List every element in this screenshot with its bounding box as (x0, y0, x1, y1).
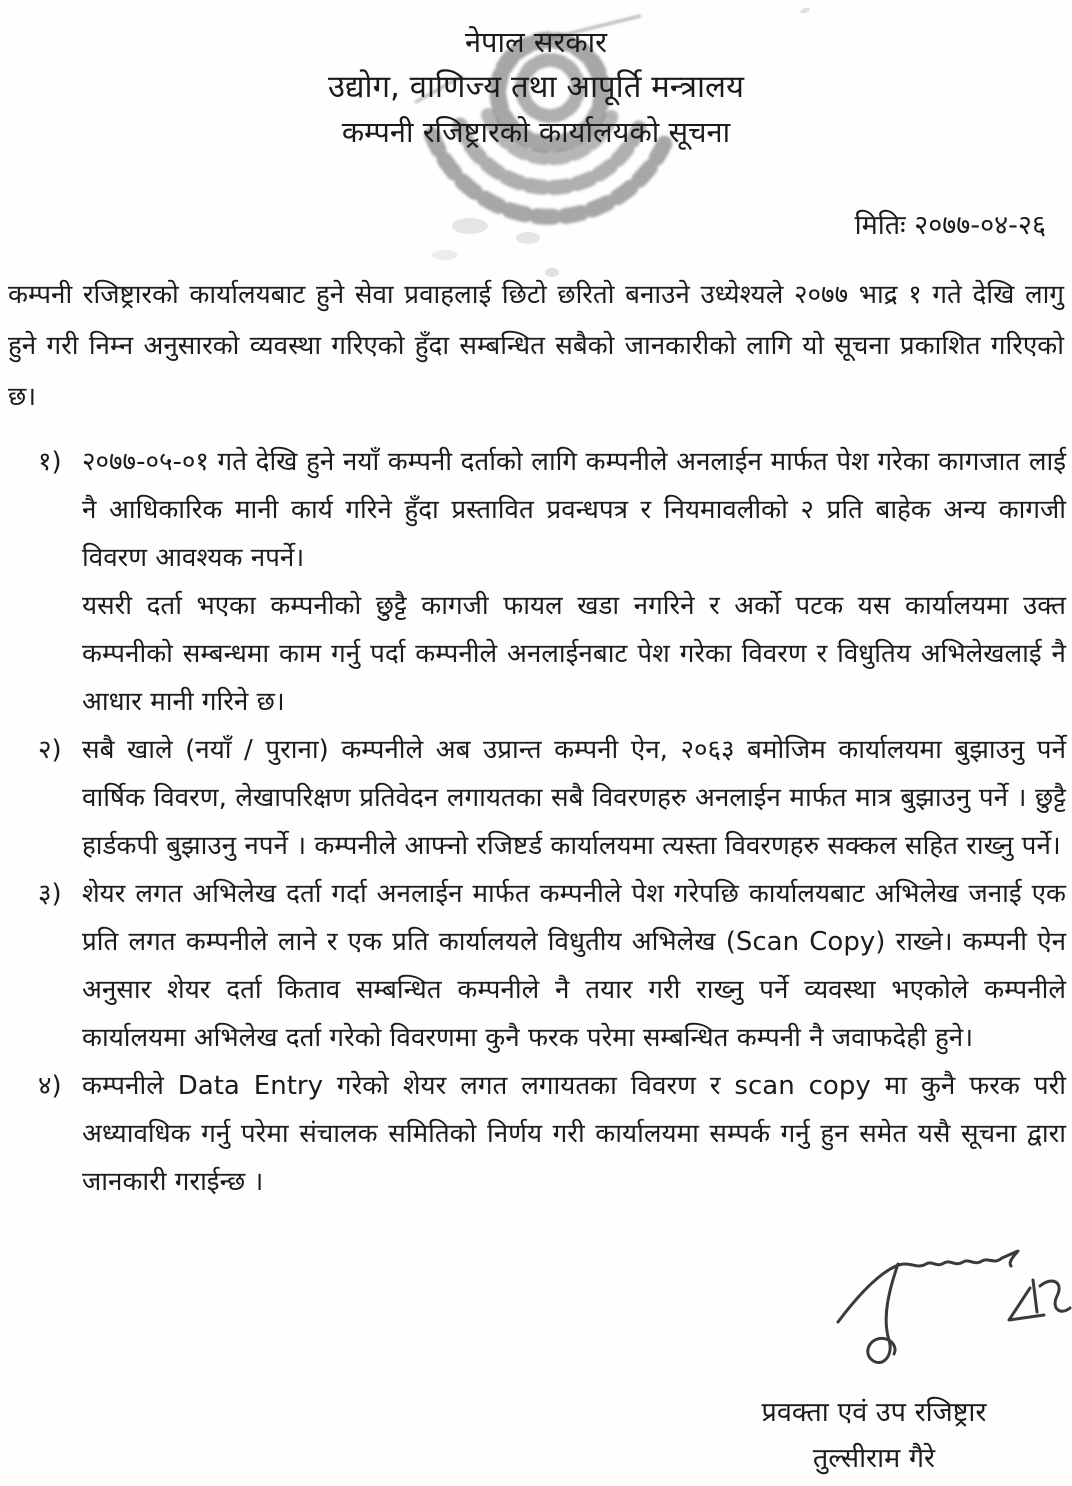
item-2-number: २) (38, 735, 62, 765)
item-3-text: शेयर लगत अभिलेख दर्ता गर्दा अनलाईन मार्फत कम्पनीले पेश गरेपछि कार्यालयबाट अभिलेख जनाई एक प्रति लगत कम्पनीले लाने र एक प्रति कार्यालयले विधुतीय अभिलेख (Scan Copy) राख्ने। कम्पनी ऐन अनुसार शेयर दर्ता किताव सम्बन्धित कम्पनीले नै तयार गरी राख्नु पर्ने व्यवस्था भएकोले कम्पनीले कार्यालयमा अभिलेख दर्ता गरेको विवरणमा कुनै फरक परेमा सम्बन्धित कम्पनी नै जवाफदेही हुने। (82, 879, 1066, 1053)
signatory-title: प्रवक्ता एवं उप रजिष्ट्रार (761, 1397, 987, 1428)
date-line: मितिः २०७७-०४-२६ (854, 210, 1046, 241)
signatory-name: तुल्सीराम गैरे (812, 1443, 936, 1474)
header-ministry: उद्योग, वाणिज्य तथा आपूर्ति मन्त्रालय (328, 69, 744, 105)
scan-noise-speck (432, 250, 458, 260)
item-2-text: सबै खाले (नयाँ / पुराना) कम्पनीले अब उप्रान्त कम्पनी ऐन, २०६३ बमोजिम कार्यालयमा बुझाउनु पर्ने वार्षिक विवरण, लेखापरिक्षण प्रतिवेदन लगायतका सबै विवरणहरु अनलाईन मार्फत मात्र बुझाउनु पर्ने । छुट्टै हार्डकपी बुझाउनु नपर्ने । कम्पनीले आफ्नो रजिष्टर्ड कार्यालयमा त्यस्ता विवरणहरु सक्कल सहित राख्नु पर्ने। (82, 735, 1066, 861)
notice-item-3 (8, 870, 1066, 1062)
letterhead (0, 20, 1072, 155)
item-1-continuation: यसरी दर्ता भएका कम्पनीको छुट्टै कागजी फायल खडा नगरिने र अर्को पटक यस कार्यालयमा उक्त कम्पनीको सम्बन्धमा काम गर्नु पर्दा कम्पनीले अनलाईनबाट पेश गरेका विवरण र विधुतिय अभिलेखलाई नै आधार मानी गरिने छ। (82, 591, 1066, 717)
notice-items-list (8, 438, 1066, 1206)
item-1-text: २०७७-०५-०१ गते देखि हुने नयाँ कम्पनी दर्ताको लागि कम्पनीले अनलाईन मार्फत पेश गरेका कागजात लाई नै आधिकारिक मानी कार्य गरिने हुँदा प्रस्तावित प्रवन्धपत्र र नियमावलीको २ प्रति बाहेक अन्य कागजी विवरण आवश्यक नपर्ने। (82, 447, 1066, 573)
intro-paragraph: कम्पनी रजिष्ट्रारको कार्यालयबाट हुने सेवा प्रवाहलाई छिटो छरितो बनाउने उध्येश्यले २०७७ भाद्र १ गते देखि लागु हुने गरी निम्न अनुसारको व्यवस्था गरिएको हुँदा सम्बन्धित सबैको जानकारीको लागि यो सूचना प्रकाशित गरिएको छ। (8, 280, 1064, 412)
item-4-text: कम्पनीले Data Entry गरेको शेयर लगत लगायतका विवरण र scan copy मा कुनै फरक परी अध्यावधिक गर्नु परेमा संचालक समितिको निर्णय गरी कार्यालयमा सम्पर्क गर्नु हुन समेत यसै सूचना द्वारा जानकारी गराईन्छ । (82, 1071, 1066, 1197)
notice-item-1 (8, 438, 1066, 726)
item-4-number: ४) (38, 1071, 62, 1101)
header-notice-title: कम्पनी रजिष्ट्रारको कार्यालयको सूचना (341, 115, 731, 149)
notice-item-2 (8, 726, 1066, 870)
signature-scribble (832, 1242, 1072, 1384)
header-government: नेपाल सरकार (464, 25, 608, 59)
notice-item-4 (8, 1062, 1066, 1206)
scan-noise-speck (799, 6, 810, 14)
item-1-number: १) (38, 447, 62, 477)
signatory-block (714, 1390, 1034, 1482)
item-3-number: ३) (38, 879, 62, 909)
